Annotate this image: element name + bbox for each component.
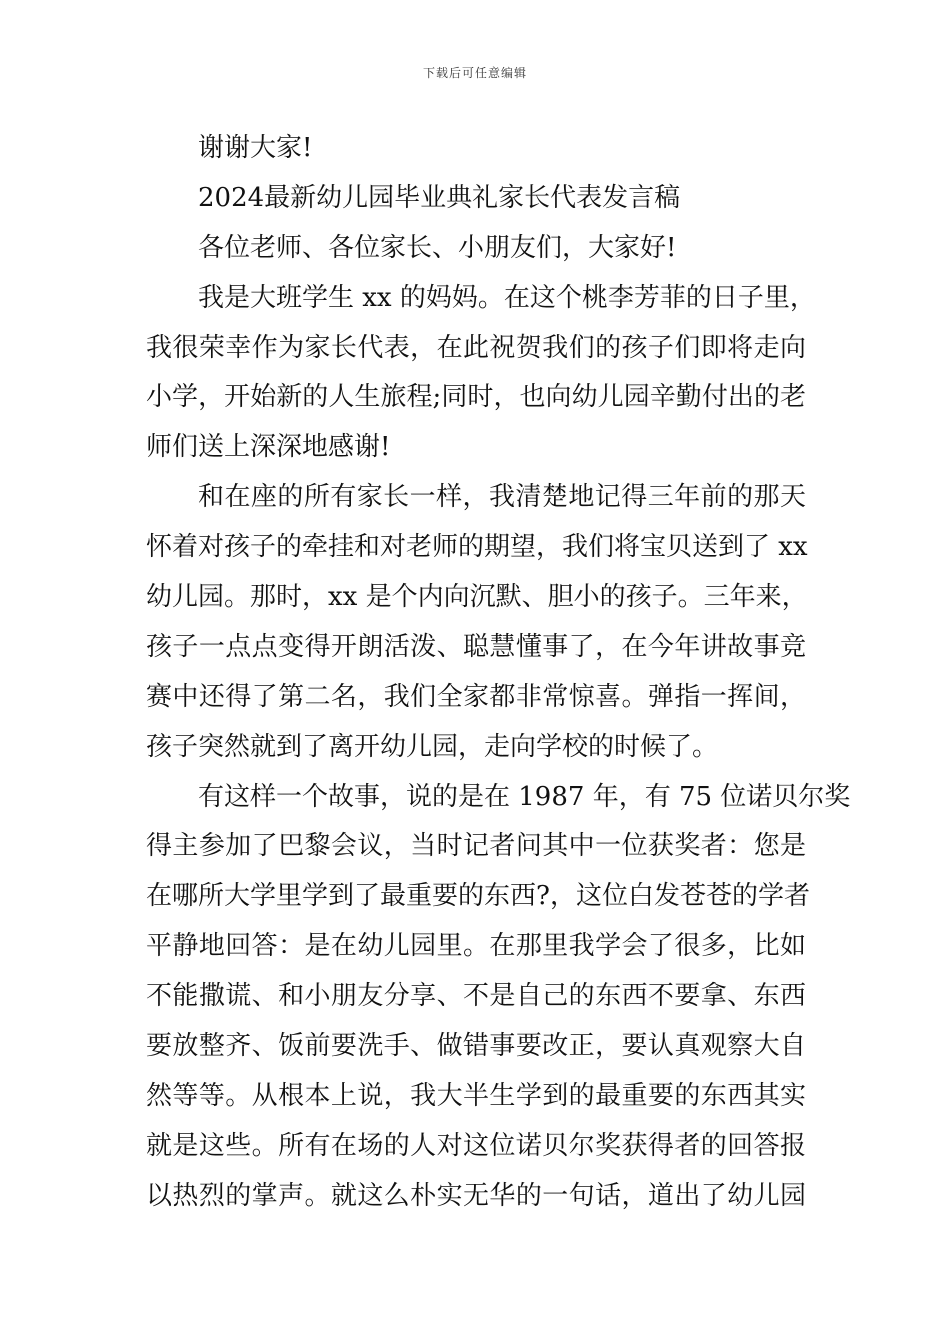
text-line: 得主参加了巴黎会议，当时记者问其中一位获奖者：您是 [146, 831, 806, 862]
document-title: 2024最新幼儿园毕业典礼家长代表发言稿 [198, 182, 681, 213]
text-line: 赛中还得了第二名，我们全家都非常惊喜。弹指一挥间， [146, 681, 806, 712]
text-line: 有这样一个故事，说的是在 1987 年，有 75 位诺贝尔奖 [198, 781, 851, 812]
text-line: 怀着对孩子的牵挂和对老师的期望，我们将宝贝送到了 xx [146, 532, 808, 563]
text-line: 平静地回答：是在幼儿园里。在那里我学会了很多，比如 [146, 931, 806, 962]
text-line: 我很荣幸作为家长代表，在此祝贺我们的孩子们即将走向 [146, 332, 806, 363]
text-line: 在哪所大学里学到了最重要的东西?，这位白发苍苍的学者 [146, 881, 810, 912]
text-line: 不能撒谎、和小朋友分享、不是自己的东西不要拿、东西 [146, 981, 806, 1012]
salutation: 各位老师、各位家长、小朋友们，大家好! [198, 232, 677, 263]
text-line: 谢谢大家! [198, 133, 313, 163]
text-line: 幼儿园。那时，xx 是个内向沉默、胆小的孩子。三年来， [146, 582, 808, 613]
text-line: 孩子突然就到了离开幼儿园，走向学校的时候了。 [146, 731, 719, 762]
text-line: 然等等。从根本上说，我大半生学到的最重要的东西其实 [146, 1080, 806, 1111]
text-line: 就是这些。所有在场的人对这位诺贝尔奖获得者的回答报 [146, 1130, 806, 1161]
text-line: 以热烈的掌声。就这么朴实无华的一句话，道出了幼儿园 [146, 1180, 806, 1211]
text-line: 孩子一点点变得开朗活泼、聪慧懂事了，在今年讲故事竞 [146, 631, 806, 662]
page-header: 下载后可任意编辑 [422, 66, 527, 80]
document-body [146, 124, 851, 1222]
text-line: 和在座的所有家长一样，我清楚地记得三年前的那天 [198, 482, 806, 513]
text-line: 我是大班学生 xx 的妈妈。在这个桃李芳菲的日子里， [198, 282, 816, 313]
text-line: 要放整齐、饭前要洗手、做错事要改正，要认真观察大自 [146, 1031, 806, 1062]
text-line: 小学，开始新的人生旅程;同时，也向幼儿园辛勤付出的老 [146, 382, 806, 413]
text-line: 师们送上深深地感谢! [146, 432, 391, 463]
